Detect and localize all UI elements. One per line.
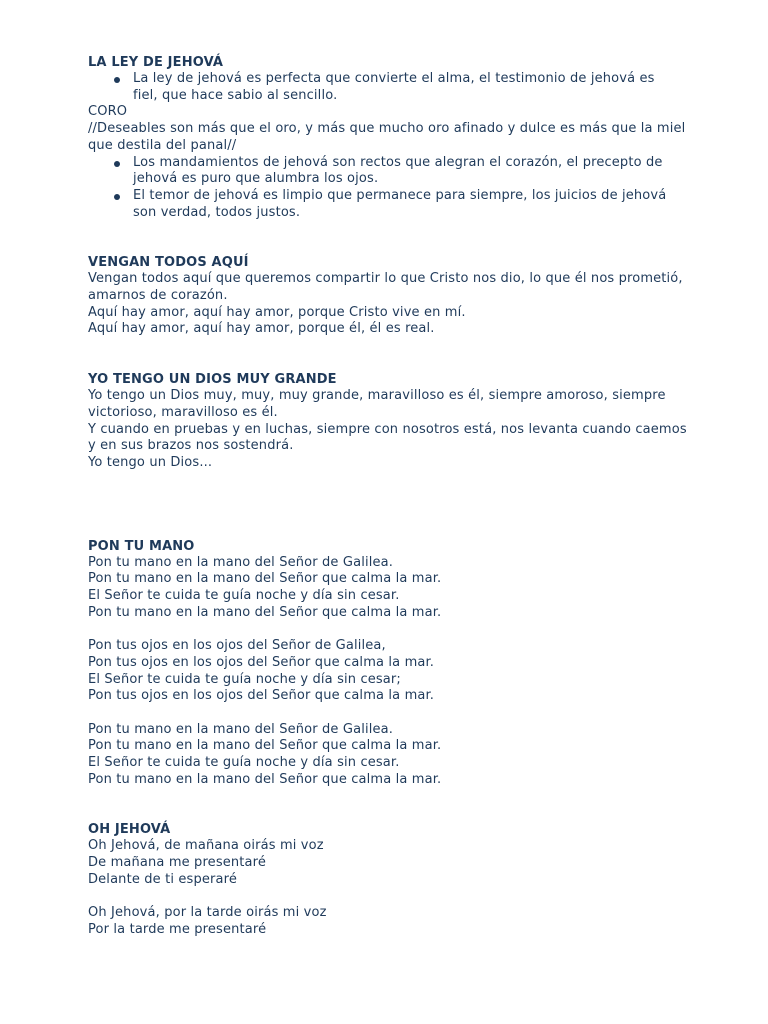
song-title: OH JEHOVÁ	[88, 822, 171, 838]
lyric-line: Pon tus ojos en los ojos del Señor que calma la mar.	[88, 654, 435, 670]
lyric-line: Oh Jehová, de mañana oirás mi voz	[88, 838, 324, 854]
lyric-line: Yo tengo un Dios...	[88, 454, 213, 470]
lyric-line: Pon tu mano en la mano del Señor de Galilea.	[88, 554, 394, 570]
bullet-icon	[114, 77, 120, 83]
verse	[88, 722, 688, 789]
verse	[88, 838, 688, 888]
lyric-line: Aquí hay amor, aquí hay amor, porque él, él es real.	[88, 321, 435, 337]
list-item	[88, 188, 678, 221]
bullet-text: La ley de jehová es perfecta que convierte el alma, el testimonio de jehová es fiel, que hace sabio al sencillo.	[133, 71, 655, 103]
song-la-ley-de-jehova	[88, 54, 688, 221]
lyric-line: El Señor te cuida te guía noche y día sin cesar;	[88, 671, 401, 687]
bullet-text: Los mandamientos de jehová son rectos que alegran el corazón, el precepto de jehová es puro que alumbra los ojos.	[133, 154, 663, 187]
coro-text: //Deseables son más que el oro, y más que mucho oro afinado y dulce es más que la miel que destila del panal//	[88, 121, 686, 153]
song-oh-jehova	[88, 821, 688, 938]
song-title: LA LEY DE JEHOVÁ	[88, 55, 224, 70]
coro-label: CORO	[88, 104, 128, 120]
lyric-paragraph: Y cuando en pruebas y en luchas, siempre con nosotros está, nos levanta cuando caemos y en sus brazos nos sostendrá.	[88, 421, 687, 454]
lyric-line: Delante de ti esperaré	[88, 871, 237, 887]
verse	[88, 555, 688, 622]
bullet-text: El temor de jehová es limpio que permanece para siempre, los juicios de jehová son verdad, todos justos.	[133, 187, 667, 220]
lyric-line: Pon tu mano en la mano del Señor de Galilea.	[88, 721, 394, 737]
list-item	[88, 71, 678, 104]
song-pon-tu-mano	[88, 538, 688, 789]
lyric-line: Pon tus ojos en los ojos del Señor de Galilea,	[88, 638, 386, 654]
lyric-line: Pon tus ojos en los ojos del Señor que calma la mar.	[88, 688, 435, 704]
song-vengan-todos-aqui	[88, 254, 688, 338]
bullet-icon	[114, 161, 120, 167]
lyric-line: Pon tu mano en la mano del Señor que calma la mar.	[88, 604, 442, 620]
song-title: PON TU MANO	[88, 538, 195, 554]
song-title: YO TENGO UN DIOS MUY GRANDE	[88, 372, 337, 388]
bullet-list	[88, 155, 688, 222]
lyric-paragraph: Vengan todos aquí que queremos compartir lo que Cristo nos dio, lo que él nos prometió, amarnos de corazón.	[88, 271, 683, 304]
verse	[88, 638, 688, 705]
song-yo-tengo-un-dios	[88, 371, 688, 472]
lyric-line: Pon tu mano en la mano del Señor que calma la mar.	[88, 771, 442, 787]
lyric-paragraph: Yo tengo un Dios muy, muy, muy grande, maravilloso es él, siempre amoroso, siempre victorioso, maravilloso es él.	[88, 388, 666, 420]
lyric-line: Por la tarde me presentaré	[88, 921, 267, 937]
lyric-line: Pon tu mano en la mano del Señor que calma la mar.	[88, 738, 442, 754]
lyric-line: El Señor te cuida te guía noche y día sin cesar.	[88, 755, 400, 771]
lyric-line: Oh Jehová, por la tarde oirás mi voz	[88, 905, 327, 921]
lyric-line: Pon tu mano en la mano del Señor que calma la mar.	[88, 571, 442, 587]
song-title: VENGAN TODOS AQUÍ	[88, 255, 249, 271]
document-page	[88, 54, 688, 939]
list-item	[88, 155, 678, 188]
bullet-list	[88, 71, 688, 104]
verse	[88, 905, 688, 938]
lyric-line: El Señor te cuida te guía noche y día sin cesar.	[88, 588, 400, 604]
bullet-icon	[114, 194, 120, 200]
lyric-line: Aquí hay amor, aquí hay amor, porque Cristo vive en mí.	[88, 304, 466, 320]
lyric-line: De mañana me presentaré	[88, 855, 266, 871]
